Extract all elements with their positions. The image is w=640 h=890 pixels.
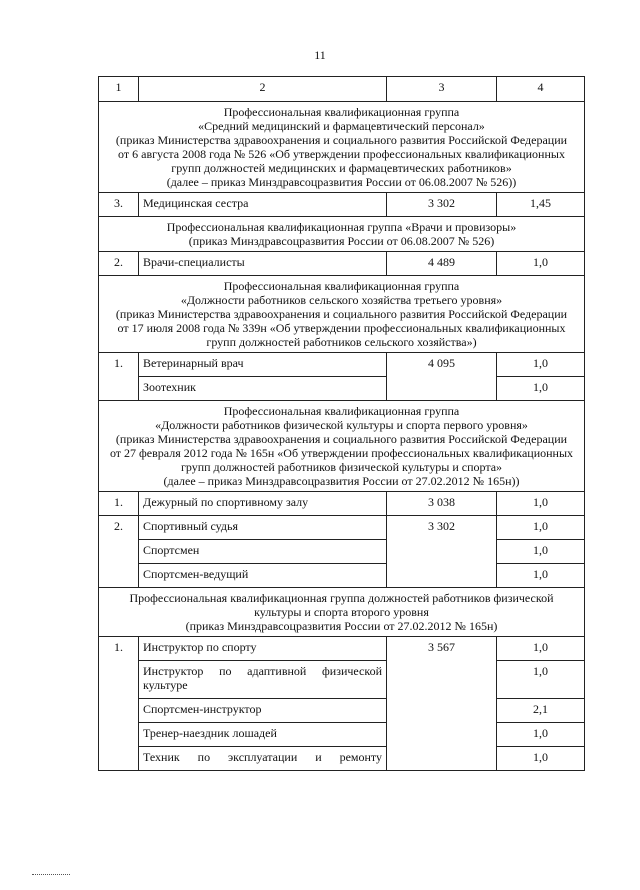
position-name: Инструктор по спорту — [139, 637, 387, 661]
table-row — [99, 699, 585, 723]
group-title-line: Профессиональная квалификационная группа «Врачи и провизоры» — [166, 220, 517, 234]
group-title — [99, 588, 585, 637]
group-title-line: групп должностей работников сельского хозяйства») — [206, 335, 477, 349]
group-title-line: «Средний медицинский и фармацевтический персонал» — [198, 119, 485, 133]
coefficient: 1,0 — [497, 723, 585, 747]
group-title-line: Профессиональная квалификационная группа — [223, 105, 460, 119]
table-row — [99, 516, 585, 540]
coefficient: 1,45 — [497, 193, 585, 217]
coefficient: 1,0 — [497, 540, 585, 564]
group-title — [99, 102, 585, 193]
header-row — [99, 77, 585, 102]
group-title — [99, 401, 585, 492]
header-col-1: 1 — [99, 77, 139, 102]
base-salary: 4 095 — [387, 353, 497, 401]
row-number: 1. — [99, 492, 139, 516]
table-row — [99, 723, 585, 747]
coefficient: 1,0 — [497, 353, 585, 377]
table-body — [99, 77, 585, 771]
group-title-line: (далее – приказ Минздравсоцразвития России от 27.02.2012 № 165н)) — [163, 474, 520, 488]
group-title-line: Профессиональная квалификационная группа — [223, 279, 460, 293]
table-row — [99, 252, 585, 276]
coefficient: 1,0 — [497, 564, 585, 588]
salary-table — [98, 76, 585, 771]
position-name: Спортсмен — [139, 540, 387, 564]
group-title — [99, 217, 585, 252]
group-title-line: групп должностей работников физической культуры и спорта» — [180, 460, 503, 474]
table-row — [99, 747, 585, 771]
position-name: Тренер-наездник лошадей — [139, 723, 387, 747]
position-name: Медицинская сестра — [139, 193, 387, 217]
group-title-line: (приказ Министерства здравоохранения и социального развития Российской Федерации — [115, 307, 568, 321]
base-salary: 3 038 — [387, 492, 497, 516]
group-title-line: (далее – приказ Минздравсоцразвития России от 06.08.2007 № 526)) — [166, 175, 517, 189]
header-col-3: 3 — [387, 77, 497, 102]
table-row — [99, 353, 585, 377]
table-row — [99, 377, 585, 401]
group-title-row — [99, 401, 585, 492]
group-title — [99, 276, 585, 353]
row-number: 2. — [99, 252, 139, 276]
group-title-line: «Должности работников сельского хозяйства третьего уровня» — [180, 293, 503, 307]
table-row — [99, 661, 585, 699]
row-number: 2. — [99, 516, 139, 588]
coefficient: 1,0 — [497, 377, 585, 401]
base-salary: 3 302 — [387, 193, 497, 217]
coefficient: 1,0 — [497, 747, 585, 771]
group-title-row — [99, 588, 585, 637]
group-title-line: групп должностей медицинских и фармацевтических работников» — [171, 161, 512, 175]
coefficient: 1,0 — [497, 637, 585, 661]
position-name: Техник по эксплуатации и ремонту — [139, 747, 387, 771]
coefficient: 1,0 — [497, 492, 585, 516]
page-number: 11 — [314, 48, 326, 62]
position-name: Дежурный по спортивному залу — [139, 492, 387, 516]
footnote-rule — [32, 874, 70, 875]
table-row — [99, 492, 585, 516]
group-title-line: Профессиональная квалификационная группа должностей работников физической — [129, 591, 554, 605]
base-salary: 3 302 — [387, 516, 497, 588]
header-col-4: 4 — [497, 77, 585, 102]
header-col-2: 2 — [139, 77, 387, 102]
base-salary: 4 489 — [387, 252, 497, 276]
row-number: 3. — [99, 193, 139, 217]
row-number: 1. — [99, 353, 139, 401]
position-name: Зоотехник — [139, 377, 387, 401]
table-row — [99, 193, 585, 217]
row-number: 1. — [99, 637, 139, 771]
position-name: Спортсмен-инструктор — [139, 699, 387, 723]
table-row — [99, 564, 585, 588]
table-row — [99, 637, 585, 661]
group-title-line: (приказ Минздравсоцразвития России от 27.02.2012 № 165н) — [185, 619, 498, 633]
group-title-line: «Должности работников физической культуры и спорта первого уровня» — [155, 418, 528, 432]
coefficient: 1,0 — [497, 516, 585, 540]
coefficient: 1,0 — [497, 252, 585, 276]
group-title-line: от 17 июля 2008 года № 339н «Об утверждении профессиональных квалификационных — [117, 321, 566, 335]
group-title-line: (приказ Минздравсоцразвития России от 06.08.2007 № 526) — [188, 234, 495, 248]
group-title-line: (приказ Министерства здравоохранения и социального развития Российской Федерации — [115, 133, 568, 147]
coefficient: 1,0 — [497, 661, 585, 699]
group-title-line: Профессиональная квалификационная группа — [223, 404, 460, 418]
group-title-row — [99, 102, 585, 193]
base-salary: 3 567 — [387, 637, 497, 771]
group-title-row — [99, 217, 585, 252]
position-name: Ветеринарный врач — [139, 353, 387, 377]
group-title-row — [99, 276, 585, 353]
group-title-line: от 27 февраля 2012 года № 165н «Об утверждении профессиональных квалификационных — [109, 446, 574, 460]
group-title-line: от 6 августа 2008 года № 526 «Об утверждении профессиональных квалификационных — [118, 147, 565, 161]
position-name: Инструктор по адаптивной физической культуре — [139, 661, 387, 699]
position-name: Спортсмен-ведущий — [139, 564, 387, 588]
group-title-line: (приказ Министерства здравоохранения и социального развития Российской Федерации — [115, 432, 568, 446]
position-name: Врачи-специалисты — [139, 252, 387, 276]
coefficient: 2,1 — [497, 699, 585, 723]
table-row — [99, 540, 585, 564]
position-name: Спортивный судья — [139, 516, 387, 540]
group-title-line: культуры и спорта второго уровня — [254, 605, 429, 619]
